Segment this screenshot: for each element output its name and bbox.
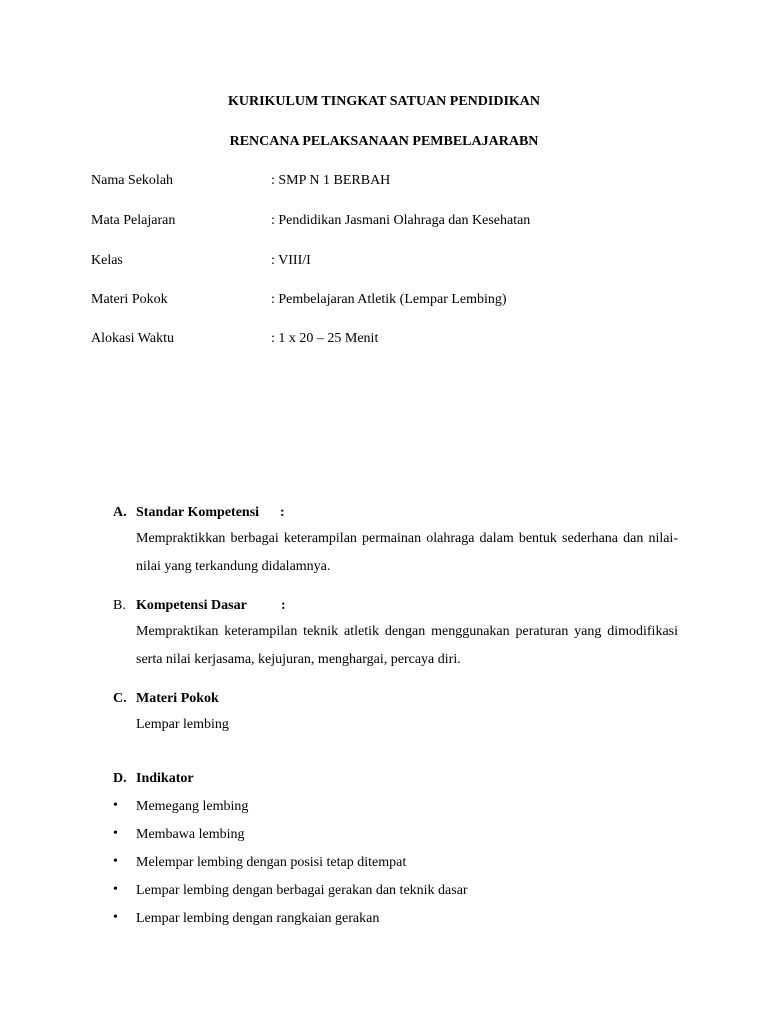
section-a-colon: : bbox=[280, 505, 285, 520]
section-b-colon: : bbox=[281, 598, 286, 613]
info-label: Alokasi Waktu bbox=[91, 331, 174, 346]
section-a-text: Mempraktikkan berbagai keterampilan permainan olahraga dalam bentuk sederhana dan nilai-nilai yang terkandung didalamnya. bbox=[136, 531, 678, 574]
info-label: Kelas bbox=[91, 253, 123, 268]
list-item-text: Melempar lembing dengan posisi tetap ditempat bbox=[136, 855, 407, 870]
list-item-text: Lempar lembing dengan rangkaian gerakan bbox=[136, 911, 380, 926]
section-d-letter: D. bbox=[113, 771, 127, 786]
list-item-text: Membawa lembing bbox=[136, 827, 245, 842]
bullet-icon: • bbox=[113, 826, 118, 841]
list-item-text: Memegang lembing bbox=[136, 799, 249, 814]
document-title-curriculum: KURIKULUM TINGKAT SATUAN PENDIDIKAN bbox=[227, 94, 541, 109]
info-row-class bbox=[91, 253, 691, 271]
section-c-text: Lempar lembing bbox=[136, 717, 229, 732]
info-label: Mata Pelajaran bbox=[91, 213, 176, 228]
section-c-letter: C. bbox=[113, 691, 127, 706]
info-value: : SMP N 1 BERBAH bbox=[271, 173, 391, 188]
bullet-icon: • bbox=[113, 854, 118, 869]
info-value: : Pendidikan Jasmani Olahraga dan Kesehatan bbox=[271, 213, 531, 228]
section-a-heading: Standar Kompetensi bbox=[136, 505, 260, 520]
section-c-heading: Materi Pokok bbox=[136, 691, 219, 706]
info-label: Materi Pokok bbox=[91, 292, 168, 307]
section-d-heading: Indikator bbox=[136, 771, 194, 786]
bullet-icon: • bbox=[113, 910, 118, 925]
bullet-icon: • bbox=[113, 882, 118, 897]
info-row-subject bbox=[91, 213, 691, 231]
info-value: : VIII/I bbox=[271, 253, 311, 268]
info-row-topic bbox=[91, 292, 691, 310]
section-a-letter: A. bbox=[113, 505, 127, 520]
section-b-heading: Kompetensi Dasar bbox=[136, 598, 247, 613]
info-row-time bbox=[91, 331, 691, 349]
section-b-letter: B. bbox=[113, 598, 126, 613]
info-row-school bbox=[91, 173, 691, 191]
section-b-text: Mempraktikan keterampilan teknik atletik dengan menggunakan peraturan yang dimodifikasi serta nilai kerjasama, kejujuran, menghargai, percaya diri. bbox=[136, 624, 678, 667]
info-value: : 1 x 20 – 25 Menit bbox=[271, 331, 379, 346]
info-label: Nama Sekolah bbox=[91, 173, 174, 188]
document-title-lesson-plan: RENCANA PELAKSANAAN PEMBELAJARABN bbox=[229, 134, 539, 149]
list-item-text: Lempar lembing dengan berbagai gerakan dan teknik dasar bbox=[136, 883, 468, 898]
bullet-icon: • bbox=[113, 798, 118, 813]
info-value: : Pembelajaran Atletik (Lempar Lembing) bbox=[271, 292, 507, 307]
